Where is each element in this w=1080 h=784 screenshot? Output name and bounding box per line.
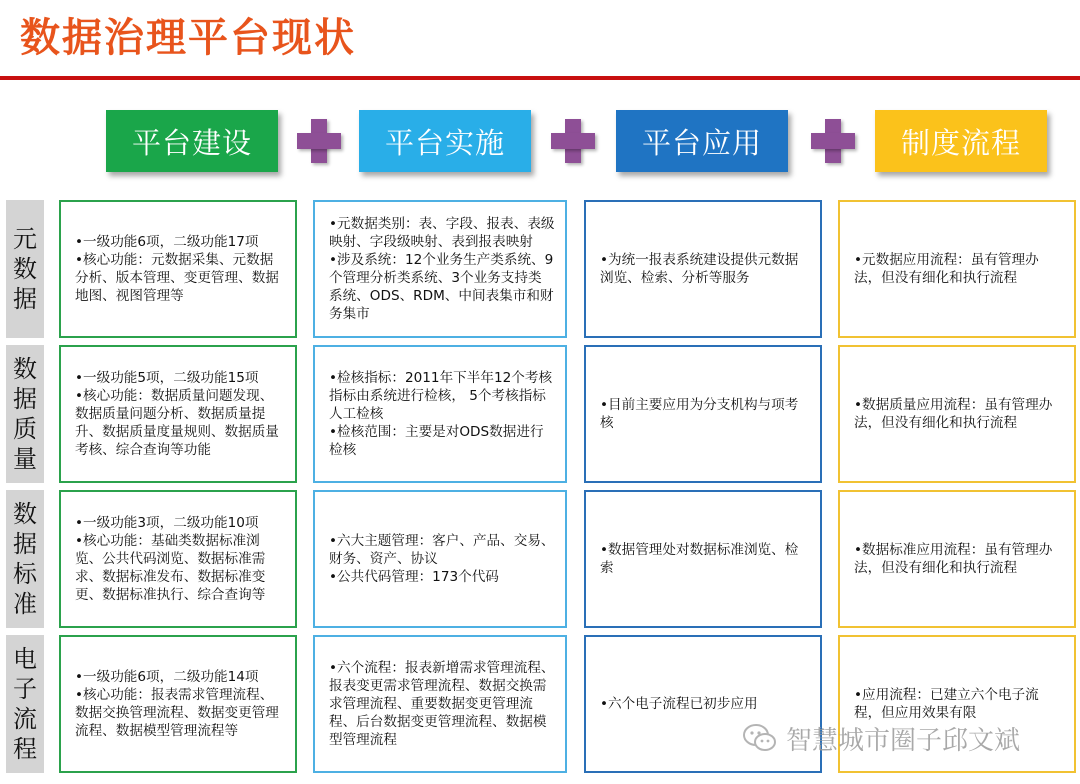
cell-text: •应用流程：已建立六个电子流程，但应用效果有限	[854, 687, 1039, 721]
header-platform-construction: 平台建设	[106, 110, 278, 172]
cell-quality-construction	[59, 345, 297, 483]
cell-text: •检核指标：2011年下半年12个考核指标由系统进行检核， 5个考核指标人工检核	[329, 370, 553, 422]
cell-text: •公共代码管理：173个代码	[329, 569, 499, 585]
row-label-char: 据	[13, 385, 37, 413]
row-label-char: 标	[13, 560, 37, 588]
row-label-metadata	[6, 200, 44, 338]
cell-text: •目前主要应用为分支机构与项考核	[600, 397, 799, 431]
cell-text: •核心功能：报表需求管理流程、数据交换管理流程、数据变更管理流程、数据模型管理流程等	[75, 687, 279, 739]
cell-standard-construction	[59, 490, 297, 628]
cell-standard-process	[838, 490, 1076, 628]
row-label-data-quality	[6, 345, 44, 483]
row-label-char: 程	[13, 735, 37, 763]
cell-text: •涉及系统：12个业务生产类系统、9个管理分析类系统、3个业务支持类系统、ODS、RDM、中间表集市和财务集市	[329, 252, 554, 322]
cell-text: •一级功能6项，二级功能17项	[75, 234, 259, 250]
cell-eprocess-construction	[59, 635, 297, 773]
row-label-char: 据	[13, 530, 37, 558]
watermark-text: 智慧城市圈子邱文斌	[786, 725, 1021, 756]
cell-quality-application	[584, 345, 822, 483]
cell-text: •一级功能6项，二级功能14项	[75, 669, 259, 685]
cell-quality-process	[838, 345, 1076, 483]
header-platform-application: 平台应用	[616, 110, 788, 172]
header-rules-process: 制度流程	[875, 110, 1047, 172]
cell-text: •为统一报表系统建设提供元数据浏览、检索、分析等服务	[600, 252, 799, 286]
cell-text: •数据管理处对数据标准浏览、检索	[600, 542, 799, 576]
cell-metadata-construction	[59, 200, 297, 338]
cell-text: •元数据应用流程：虽有管理办法，但没有细化和执行流程	[854, 252, 1039, 286]
cell-eprocess-implementation	[313, 635, 567, 773]
cell-text: •数据质量应用流程：虽有管理办法，但没有细化和执行流程	[854, 397, 1053, 431]
cell-quality-implementation	[313, 345, 567, 483]
cell-metadata-process	[838, 200, 1076, 338]
row-label-char: 准	[13, 590, 37, 618]
row-label-char: 子	[13, 675, 37, 703]
watermark	[742, 718, 1062, 758]
row-label-char: 量	[13, 445, 37, 473]
cell-text: •核心功能：基础类数据标准浏览、公共代码浏览、数据标准需求、数据标准发布、数据标准变更、数据标准执行、综合查询等	[75, 533, 266, 603]
cell-text: •元数据类别：表、字段、报表、表级映射、字段级映射、表到报表映射	[329, 216, 555, 250]
title-divider	[0, 76, 1080, 80]
cell-standard-application	[584, 490, 822, 628]
row-label-char: 流	[13, 705, 37, 733]
cell-metadata-implementation	[313, 200, 567, 338]
row-label-char: 数	[13, 255, 37, 283]
plus-icon	[811, 119, 855, 163]
row-label-char: 数	[13, 355, 37, 383]
cell-text: •一级功能3项，二级功能10项	[75, 515, 259, 531]
cell-text: •数据标准应用流程：虽有管理办法，但没有细化和执行流程	[854, 542, 1053, 576]
cell-metadata-application	[584, 200, 822, 338]
cell-text: •检核范围：主要是对ODS数据进行检核	[329, 424, 544, 458]
cell-text: •六个流程：报表新增需求管理流程、报表变更需求管理流程、数据交换需求管理流程、重要数据变更管理流程、后台数据变更管理流程、数据模型管理流程	[329, 660, 555, 748]
row-label-char: 电	[13, 645, 37, 673]
row-label-char: 元	[13, 225, 37, 253]
row-label-data-standard	[6, 490, 44, 628]
wechat-icon	[742, 723, 778, 753]
cell-text: •六大主题管理：客户、产品、交易、财务、资产、协议	[329, 533, 555, 567]
plus-icon	[551, 119, 595, 163]
row-label-e-process	[6, 635, 44, 773]
cell-text: •核心功能：数据质量问题发现、数据质量问题分析、数据质量提升、数据质量度量规则、数据质量考核、综合查询等功能	[75, 388, 279, 458]
page-title: 数据治理平台现状	[20, 15, 356, 61]
cell-text: •一级功能5项，二级功能15项	[75, 370, 259, 386]
cell-text: •核心功能：元数据采集、元数据分析、版本管理、变更管理、数据地图、视图管理等	[75, 252, 279, 304]
header-platform-implementation: 平台实施	[359, 110, 531, 172]
cell-text: •六个电子流程已初步应用	[600, 696, 758, 712]
row-label-char: 质	[13, 415, 37, 443]
row-label-char: 数	[13, 500, 37, 528]
plus-icon	[297, 119, 341, 163]
cell-standard-implementation	[313, 490, 567, 628]
row-label-char: 据	[13, 285, 37, 313]
